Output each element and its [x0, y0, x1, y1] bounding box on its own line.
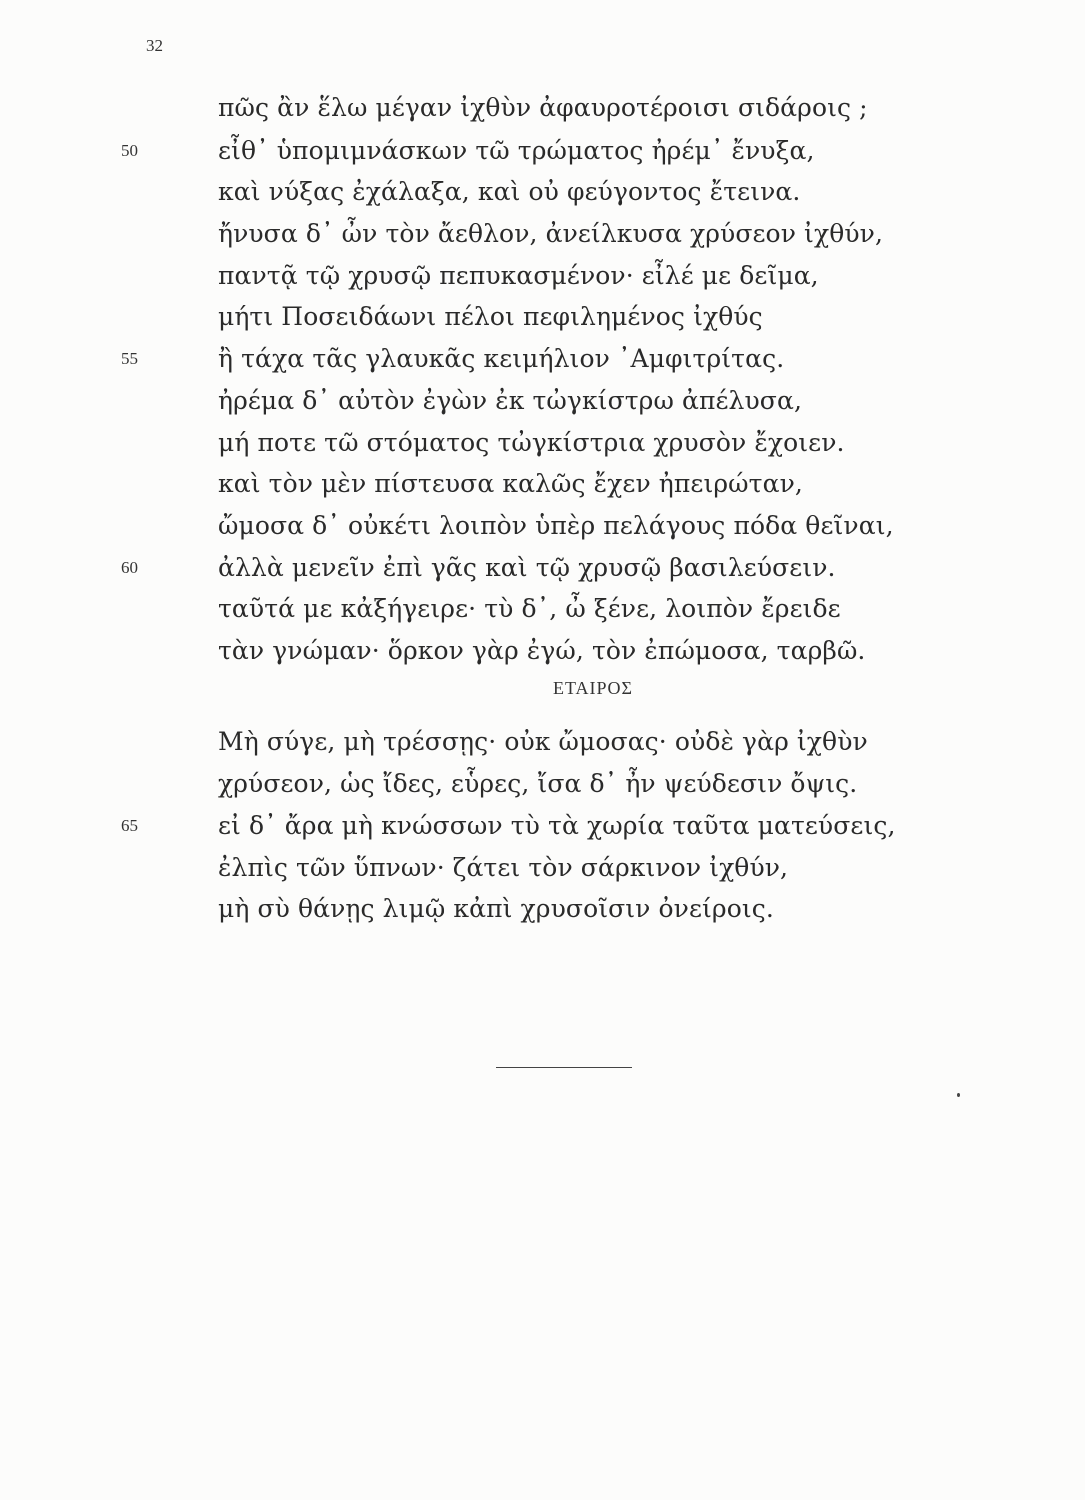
verse-line: χρύσεον, ὡς ἴδες, εὗρες, ἴσα δ᾽ ἦν ψεύδεσιν ὄψις.: [218, 769, 858, 798]
verse-line: μήτι Ποσειδάωνι πέλοι πεφιλημένος ἰχθύς: [218, 302, 763, 331]
page-number: 32: [146, 36, 163, 55]
verse-line: μή ποτε τῶ στόματος τὠγκίστρια χρυσὸν ἔχοιεν.: [218, 428, 845, 457]
verse-line: καὶ νύξας ἐχάλαξα, καὶ οὐ φεύγοντος ἔτεινα.: [218, 177, 801, 206]
verse-line: ἢ τάχα τᾶς γλαυκᾶς κειμήλιον ᾿Αμφιτρίτας.: [218, 344, 785, 373]
verse-line: Μὴ σύγε, μὴ τρέσσῃς· οὐκ ὤμοσας· οὐδὲ γὰρ ἰχθὺν: [218, 727, 868, 756]
verse-line: καὶ τὸν μὲν πίστευσα καλῶς ἔχεν ἠπειρώταν,: [218, 469, 803, 498]
verse-line: ταῦτά με κἀξήγειρε· τὺ δ᾽, ὦ ξένε, λοιπὸν ἔρειδε: [218, 594, 841, 623]
verse-line: εἶθ᾽ ὑπομιμνάσκων τῶ τρώματος ἠρέμ᾽ ἔνυξα,: [218, 136, 815, 165]
verse-line: παντᾷ τῷ χρυσῷ πεπυκασμένον· εἶλέ με δεῖμα,: [218, 261, 819, 290]
line-number: 50: [121, 141, 138, 160]
verse-line: τὰν γνώμαν· ὅρκον γὰρ ἐγώ, τὸν ἐπώμοσα, ταρβῶ.: [218, 636, 866, 665]
line-number: 65: [121, 816, 138, 835]
verse-line: ἀλλὰ μενεῖν ἐπὶ γᾶς καὶ τῷ χρυσῷ βασιλεύσειν.: [218, 553, 836, 582]
verse-line: ὤμοσα δ᾽ οὐκέτι λοιπὸν ὑπὲρ πελάγους πόδα θεῖναι,: [218, 511, 894, 540]
speaker-heading: ΕΤΑΙΡΟΣ: [553, 678, 634, 698]
verse-line: ἐλπὶς τῶν ὕπνων· ζάτει τὸν σάρκινον ἰχθύν,: [218, 853, 789, 882]
line-number: 60: [121, 558, 138, 577]
line-number: 55: [121, 349, 138, 368]
verse-line: ἤνυσα δ᾽ ὦν τὸν ἄεθλον, ἀνείλκυσα χρύσεον ἰχθύν,: [218, 219, 883, 248]
verse-line: πῶς ἂν ἕλω μέγαν ἰχθὺν ἀφαυροτέροισι σιδάροις ;: [218, 93, 868, 122]
ink-speck: [957, 1093, 960, 1097]
verse-line: εἰ δ᾽ ἄρα μὴ κνώσσων τὺ τὰ χωρία ταῦτα ματεύσεις,: [218, 811, 896, 840]
end-rule: [496, 1067, 632, 1068]
verse-line: ἠρέμα δ᾽ αὐτὸν ἐγὼν ἐκ τὠγκίστρω ἀπέλυσα,: [218, 386, 802, 415]
verse-line: μὴ σὺ θάνῃς λιμῷ κἀπὶ χρυσοῖσιν ὀνείροις.: [218, 894, 774, 923]
